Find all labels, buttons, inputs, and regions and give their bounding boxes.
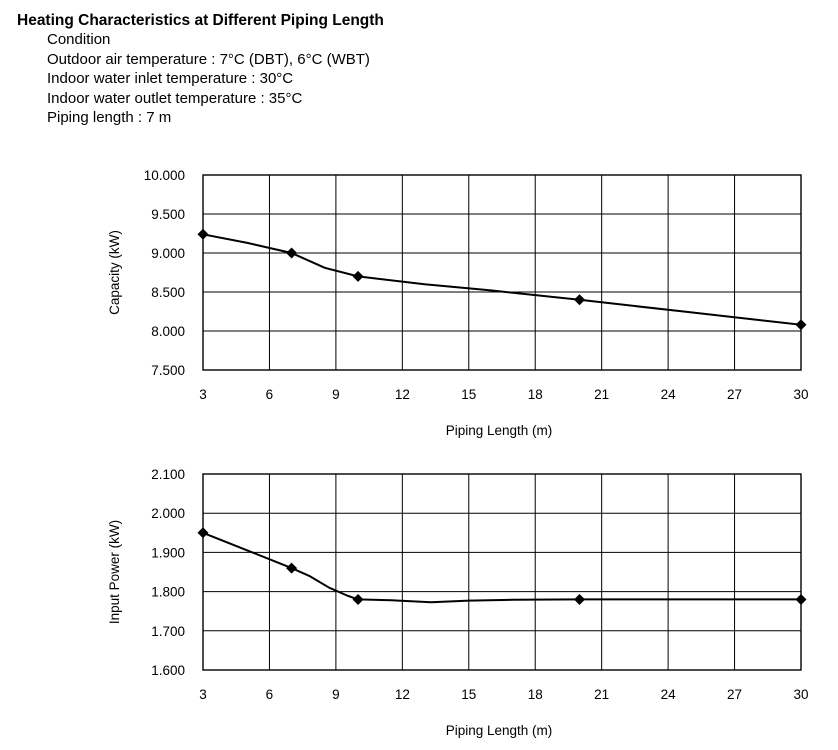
y-tick-label: 2.000 — [151, 506, 185, 522]
chart-2 — [107, 467, 809, 738]
x-tick-label: 30 — [793, 687, 809, 702]
x-tick-label: 3 — [199, 387, 207, 402]
x-tick-label: 21 — [594, 387, 610, 402]
y-tick-label: 2.100 — [151, 467, 185, 482]
x-tick-label: 15 — [461, 387, 477, 402]
data-point-marker — [286, 563, 297, 574]
y-tick-label: 1.700 — [151, 623, 185, 639]
x-tick-label: 3 — [199, 687, 207, 702]
x-tick-label: 9 — [332, 387, 340, 402]
y-tick-label: 1.900 — [151, 545, 185, 561]
data-point-marker — [574, 294, 585, 305]
x-tick-label: 21 — [594, 687, 610, 702]
data-point-marker — [198, 527, 209, 538]
x-tick-label: 24 — [660, 387, 676, 402]
plot-frame — [203, 175, 801, 370]
condition-label: Condition — [47, 31, 111, 48]
x-tick-label: 6 — [265, 687, 274, 702]
piping-length-condition: Piping length : 7 m — [47, 109, 172, 127]
outdoor-air-temperature: Outdoor air temperature : 7°C (DBT), 6°C (WBT) — [47, 50, 370, 68]
y-tick-label: 10.000 — [143, 168, 185, 183]
data-point-marker — [796, 319, 807, 330]
y-tick-label: 1.600 — [151, 663, 185, 678]
x-tick-label: 15 — [461, 687, 477, 702]
y-tick-label: 8.000 — [151, 324, 185, 339]
x-tick-label: 18 — [527, 687, 543, 702]
data-point-marker — [353, 271, 364, 282]
chart-main-title: Heating Characteristics at Different Piping Length — [17, 12, 384, 29]
water-outlet-temperature: Indoor water outlet temperature : 35°C — [47, 89, 303, 107]
x-tick-label: 30 — [793, 387, 809, 402]
x-tick-label: 27 — [727, 687, 743, 702]
x-axis-title: Piping Length (m) — [445, 723, 553, 738]
x-tick-label: 27 — [727, 387, 743, 402]
y-tick-label: 1.800 — [151, 584, 185, 600]
y-axis-title: Input Power (kW) — [107, 519, 122, 625]
series-line — [203, 234, 801, 324]
data-point-marker — [574, 594, 585, 605]
water-inlet-temperature: Indoor water inlet temperature : 30°C — [47, 70, 294, 88]
data-point-marker — [286, 248, 297, 259]
x-tick-label: 9 — [332, 687, 340, 702]
y-tick-label: 9.500 — [151, 207, 185, 222]
x-axis-title: Piping Length (m) — [445, 423, 553, 438]
x-tick-label: 6 — [265, 387, 274, 402]
x-tick-label: 18 — [527, 387, 543, 402]
y-tick-label: 8.500 — [151, 285, 185, 300]
y-tick-label: 7.500 — [151, 363, 185, 378]
chart-1 — [107, 168, 809, 438]
x-tick-label: 24 — [660, 687, 676, 702]
data-point-marker — [353, 594, 364, 605]
y-axis-title: Capacity (kW) — [107, 230, 122, 315]
x-tick-label: 12 — [394, 387, 410, 402]
data-point-marker — [796, 594, 807, 605]
y-tick-label: 9.000 — [151, 246, 185, 261]
x-tick-label: 12 — [394, 687, 410, 702]
data-point-marker — [198, 229, 209, 240]
